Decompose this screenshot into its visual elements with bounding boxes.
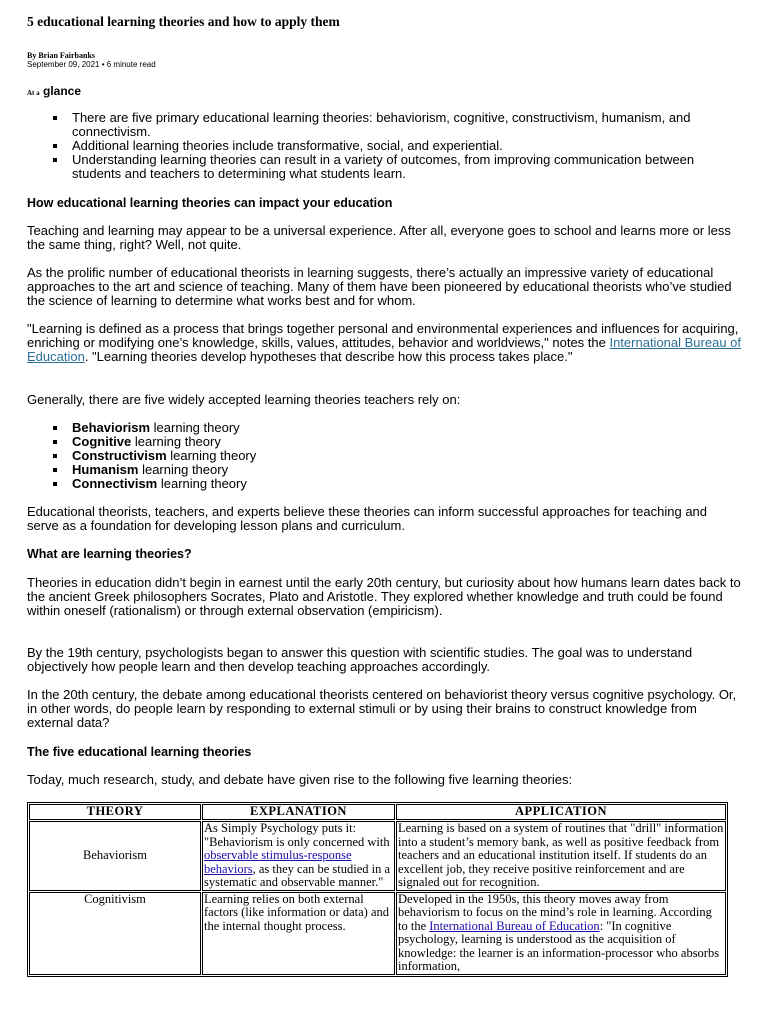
- cell-text: Learning relies on both external factors (like information or data) and the internal thought process.: [204, 891, 389, 933]
- list-item: There are five primary educational learning theories: behaviorism, cognitive, constructivism, humanism, and connectivism.: [27, 111, 742, 139]
- paragraph: Today, much research, study, and debate have given rise to the following five learning theories:: [27, 772, 573, 787]
- paragraph: In the 20th century, the debate among educational theorists centered on behaviorist theory versus cognitive psychology. Or, in other words, do people learn by responding to external stimuli or by using their brains to construct knowledge from external data?: [27, 687, 737, 730]
- glance-list: [27, 111, 742, 181]
- quote-text: . "Learning theories develop hypotheses that describe how this process takes place.": [84, 349, 573, 364]
- theory-name: Humanism: [72, 462, 139, 477]
- paragraph: By the 19th century, psychologists began to answer this question with scientific studies. The goal was to understand objectively how people learn and then develop teaching approaches accordingly.: [27, 645, 693, 674]
- header-theory: THEORY: [29, 804, 201, 820]
- paragraph: Generally, there are five widely accepted learning theories teachers rely on:: [27, 392, 461, 407]
- stimulus-response-link[interactable]: observable stimulus-response behaviors: [204, 848, 352, 876]
- theory-suffix: learning theory: [131, 434, 221, 449]
- header-explanation: EXPLANATION: [202, 804, 395, 820]
- author-byline: By Brian Fairbanks: [27, 51, 96, 60]
- cell-text: : "In cognitive psychology, learning is understood as the acquisition of knowledge: the learner is an information-processor who absorbs information,: [398, 918, 720, 973]
- section-heading: The five educational learning theories: [27, 745, 252, 759]
- cell-text: Learning is based on a system of routines that "drill" information into a student’s memory bank, as well as positive feedback from teachers and an educational institution itself. If students do an excellent job, they receive positive reinforcement and are signaled out for recognition.: [398, 821, 724, 889]
- section-heading: What are learning theories?: [27, 547, 192, 561]
- quote-text: "Learning is defined as a process that brings together personal and environmental experiences and influences for acquiring, enriching or modifying one’s knowledge, skills, values, attitudes, behavior and worldviews," notes the: [27, 321, 739, 350]
- glance-prefix: At a: [27, 89, 40, 97]
- application-cell: [396, 892, 726, 975]
- paragraph: [27, 322, 742, 364]
- list-item: [27, 463, 742, 477]
- paragraph: Educational theorists, teachers, and experts believe these theories can inform successful approaches for teaching and serve as a foundation for developing lesson plans and curriculum.: [27, 504, 708, 533]
- theory-name: Behaviorism: [72, 420, 151, 435]
- explanation-cell: [202, 892, 395, 975]
- paragraph: Theories in education didn’t begin in earnest until the early 20th century, but curiosity about how humans learn dates back to the ancient Greek philosophers Socrates, Plato and Aristotle. They explored whether knowledge and truth could be found within oneself (rationalism) or through external observation (empiricism).: [27, 575, 741, 618]
- ibe-link[interactable]: International Bureau of Education: [27, 335, 742, 364]
- explanation-cell: [202, 821, 395, 891]
- theory-name: Connectivism: [72, 476, 158, 491]
- theory-suffix: learning theory: [157, 476, 247, 491]
- list-item: Understanding learning theories can result in a variety of outcomes, from improving communication between students and teachers to determining what students learn.: [27, 153, 742, 181]
- list-item: Additional learning theories include transformative, social, and experiential.: [27, 139, 742, 153]
- table-row: [29, 892, 726, 975]
- theory-suffix: learning theory: [138, 462, 229, 477]
- at-a-glance-heading: [27, 84, 81, 98]
- cell-text: , as they can be studied in a systematic and observable manner.": [204, 861, 391, 889]
- cell-text: Developed in the 1950s, this theory moves away from behaviorism to focus on the mind’s role in learning. According to the: [398, 891, 712, 933]
- table-header-row: [29, 804, 726, 820]
- list-item: [27, 421, 742, 435]
- paragraph: As the prolific number of educational theorists in learning suggests, there’s actually an impressive variety of educational approaches to the art and science of teaching. Many of them have been pioneered by educational theorists who’ve studied the science of learning to determine what works best and for whom.: [27, 265, 732, 308]
- ibe-table-link[interactable]: International Bureau of Education: [429, 918, 600, 933]
- theories-list: [27, 421, 742, 491]
- theory-name: Constructivism: [72, 448, 167, 463]
- paragraph: Teaching and learning may appear to be a universal experience. After all, everyone goes to school and learns more or less the same thing, right? Well, not quite.: [27, 223, 731, 252]
- header-application: APPLICATION: [396, 804, 726, 820]
- date-readtime: September 09, 2021 • 6 minute read: [27, 60, 156, 69]
- theories-table: [27, 802, 728, 977]
- cell-text: As Simply Psychology puts it: "Behaviorism is only concerned with: [204, 821, 390, 849]
- table-row: [29, 821, 726, 891]
- theory-cell: Cognitivism: [29, 892, 201, 975]
- theory-name: Cognitive: [72, 434, 132, 449]
- theory-cell: Behaviorism: [29, 821, 201, 891]
- theory-suffix: learning theory: [150, 420, 240, 435]
- list-item: [27, 477, 742, 491]
- list-item: [27, 449, 742, 463]
- glance-word: glance: [42, 84, 81, 98]
- section-heading: How educational learning theories can impact your education: [27, 196, 393, 210]
- application-cell: [396, 821, 726, 891]
- list-item: [27, 435, 742, 449]
- article-title: 5 educational learning theories and how to apply them: [27, 14, 340, 29]
- theory-suffix: learning theory: [166, 448, 257, 463]
